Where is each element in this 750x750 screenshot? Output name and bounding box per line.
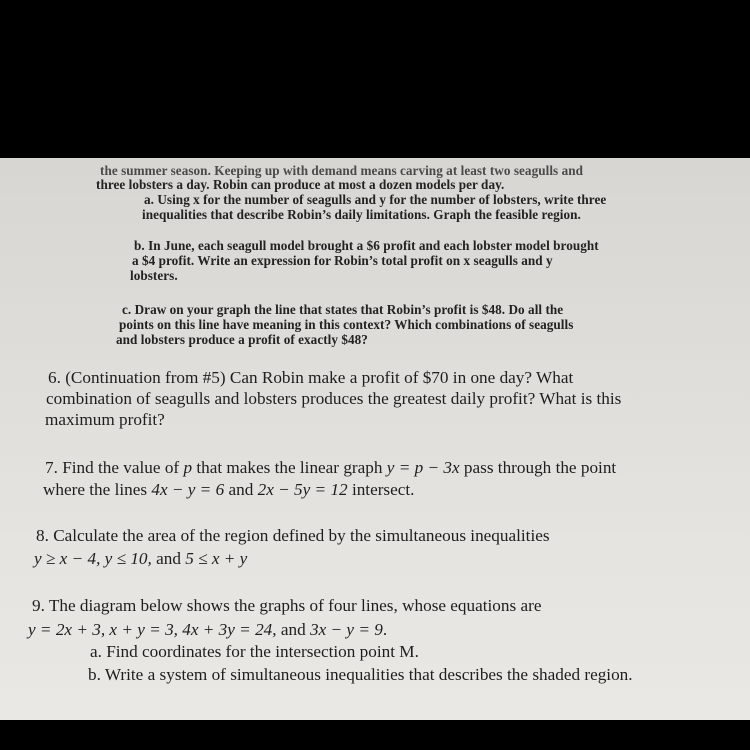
- problem9-line1: 9. The diagram below shows the graphs of four lines, whose equations are: [32, 596, 542, 615]
- problem9-and: and: [276, 620, 310, 639]
- problem7-text-end: pass through the point: [459, 458, 617, 477]
- problem7-variable-p: p: [183, 458, 193, 477]
- problem7-line2-end: intersect.: [347, 480, 415, 499]
- problem7-equation-1: 4x − y = 6: [151, 480, 225, 499]
- problem8-inequality-2: 5 ≤ x + y: [185, 549, 248, 568]
- problem5-part-b-line2: a $4 profit. Write an expression for Robin’s total profit on x seagulls and y: [132, 253, 553, 268]
- problem9-line2-end: .: [382, 620, 388, 639]
- problem6-line1: 6. (Continuation from #5) Can Robin make a profit of $70 in one day? What: [48, 368, 574, 387]
- problem7-text-start: 7. Find the value of: [45, 458, 184, 477]
- problem7-line2-text: where the lines: [43, 480, 152, 499]
- problem7-text-mid: that makes the linear graph: [192, 458, 387, 477]
- problem6-line3: maximum profit?: [45, 410, 165, 429]
- problem5-part-b-line1: b. In June, each seagull model brought a $6 profit and each lobster model brought: [134, 238, 599, 253]
- problem5-part-c-line2: points on this line have meaning in this context? Which combinations of seagulls: [119, 317, 574, 332]
- problem5-part-b-line3: lobsters.: [130, 268, 178, 283]
- problem9-line2: [28, 620, 387, 640]
- problem8-line2: [34, 549, 247, 569]
- problem7-line2: [43, 480, 414, 500]
- problem5-intro-line2: three lobsters a day. Robin can produce at most a dozen models per day.: [96, 177, 505, 192]
- problem5-part-a-line1: a. Using x for the number of seagulls and y for the number of lobsters, write three: [144, 192, 607, 207]
- problem8-line1: 8. Calculate the area of the region defined by the simultaneous inequalities: [36, 526, 550, 545]
- problem6-line2: combination of seagulls and lobsters produces the greatest daily profit? What is this: [46, 389, 622, 408]
- problem8-and: and: [151, 549, 186, 568]
- problem7-equation-line: y = p − 3x: [386, 458, 460, 477]
- problem9-part-a: a. Find coordinates for the intersection point M.: [90, 642, 419, 661]
- problem5-intro-line1: the summer season. Keeping up with demand means carving at least two seagulls and: [100, 163, 583, 178]
- problem9-equations-1: y = 2x + 3, x + y = 3, 4x + 3y = 24,: [28, 620, 277, 639]
- problem7-equation-2: 2x − 5y = 12: [257, 480, 348, 499]
- problem8-inequalities-1: y ≥ x − 4, y ≤ 10,: [34, 549, 152, 568]
- worksheet-page: [0, 158, 750, 720]
- problem5-part-c-line3: and lobsters produce a profit of exactly $48?: [116, 332, 368, 347]
- problem7-line1: [45, 458, 616, 478]
- problem9-part-b: b. Write a system of simultaneous inequalities that describes the shaded region.: [88, 665, 633, 684]
- problem5-part-a-line2: inequalities that describe Robin’s daily limitations. Graph the feasible region.: [142, 207, 581, 222]
- problem9-equation-4: 3x − y = 9: [310, 620, 383, 639]
- problem5-part-c-line1: c. Draw on your graph the line that states that Robin’s profit is $48. Do all the: [122, 302, 564, 317]
- problem7-and: and: [224, 480, 258, 499]
